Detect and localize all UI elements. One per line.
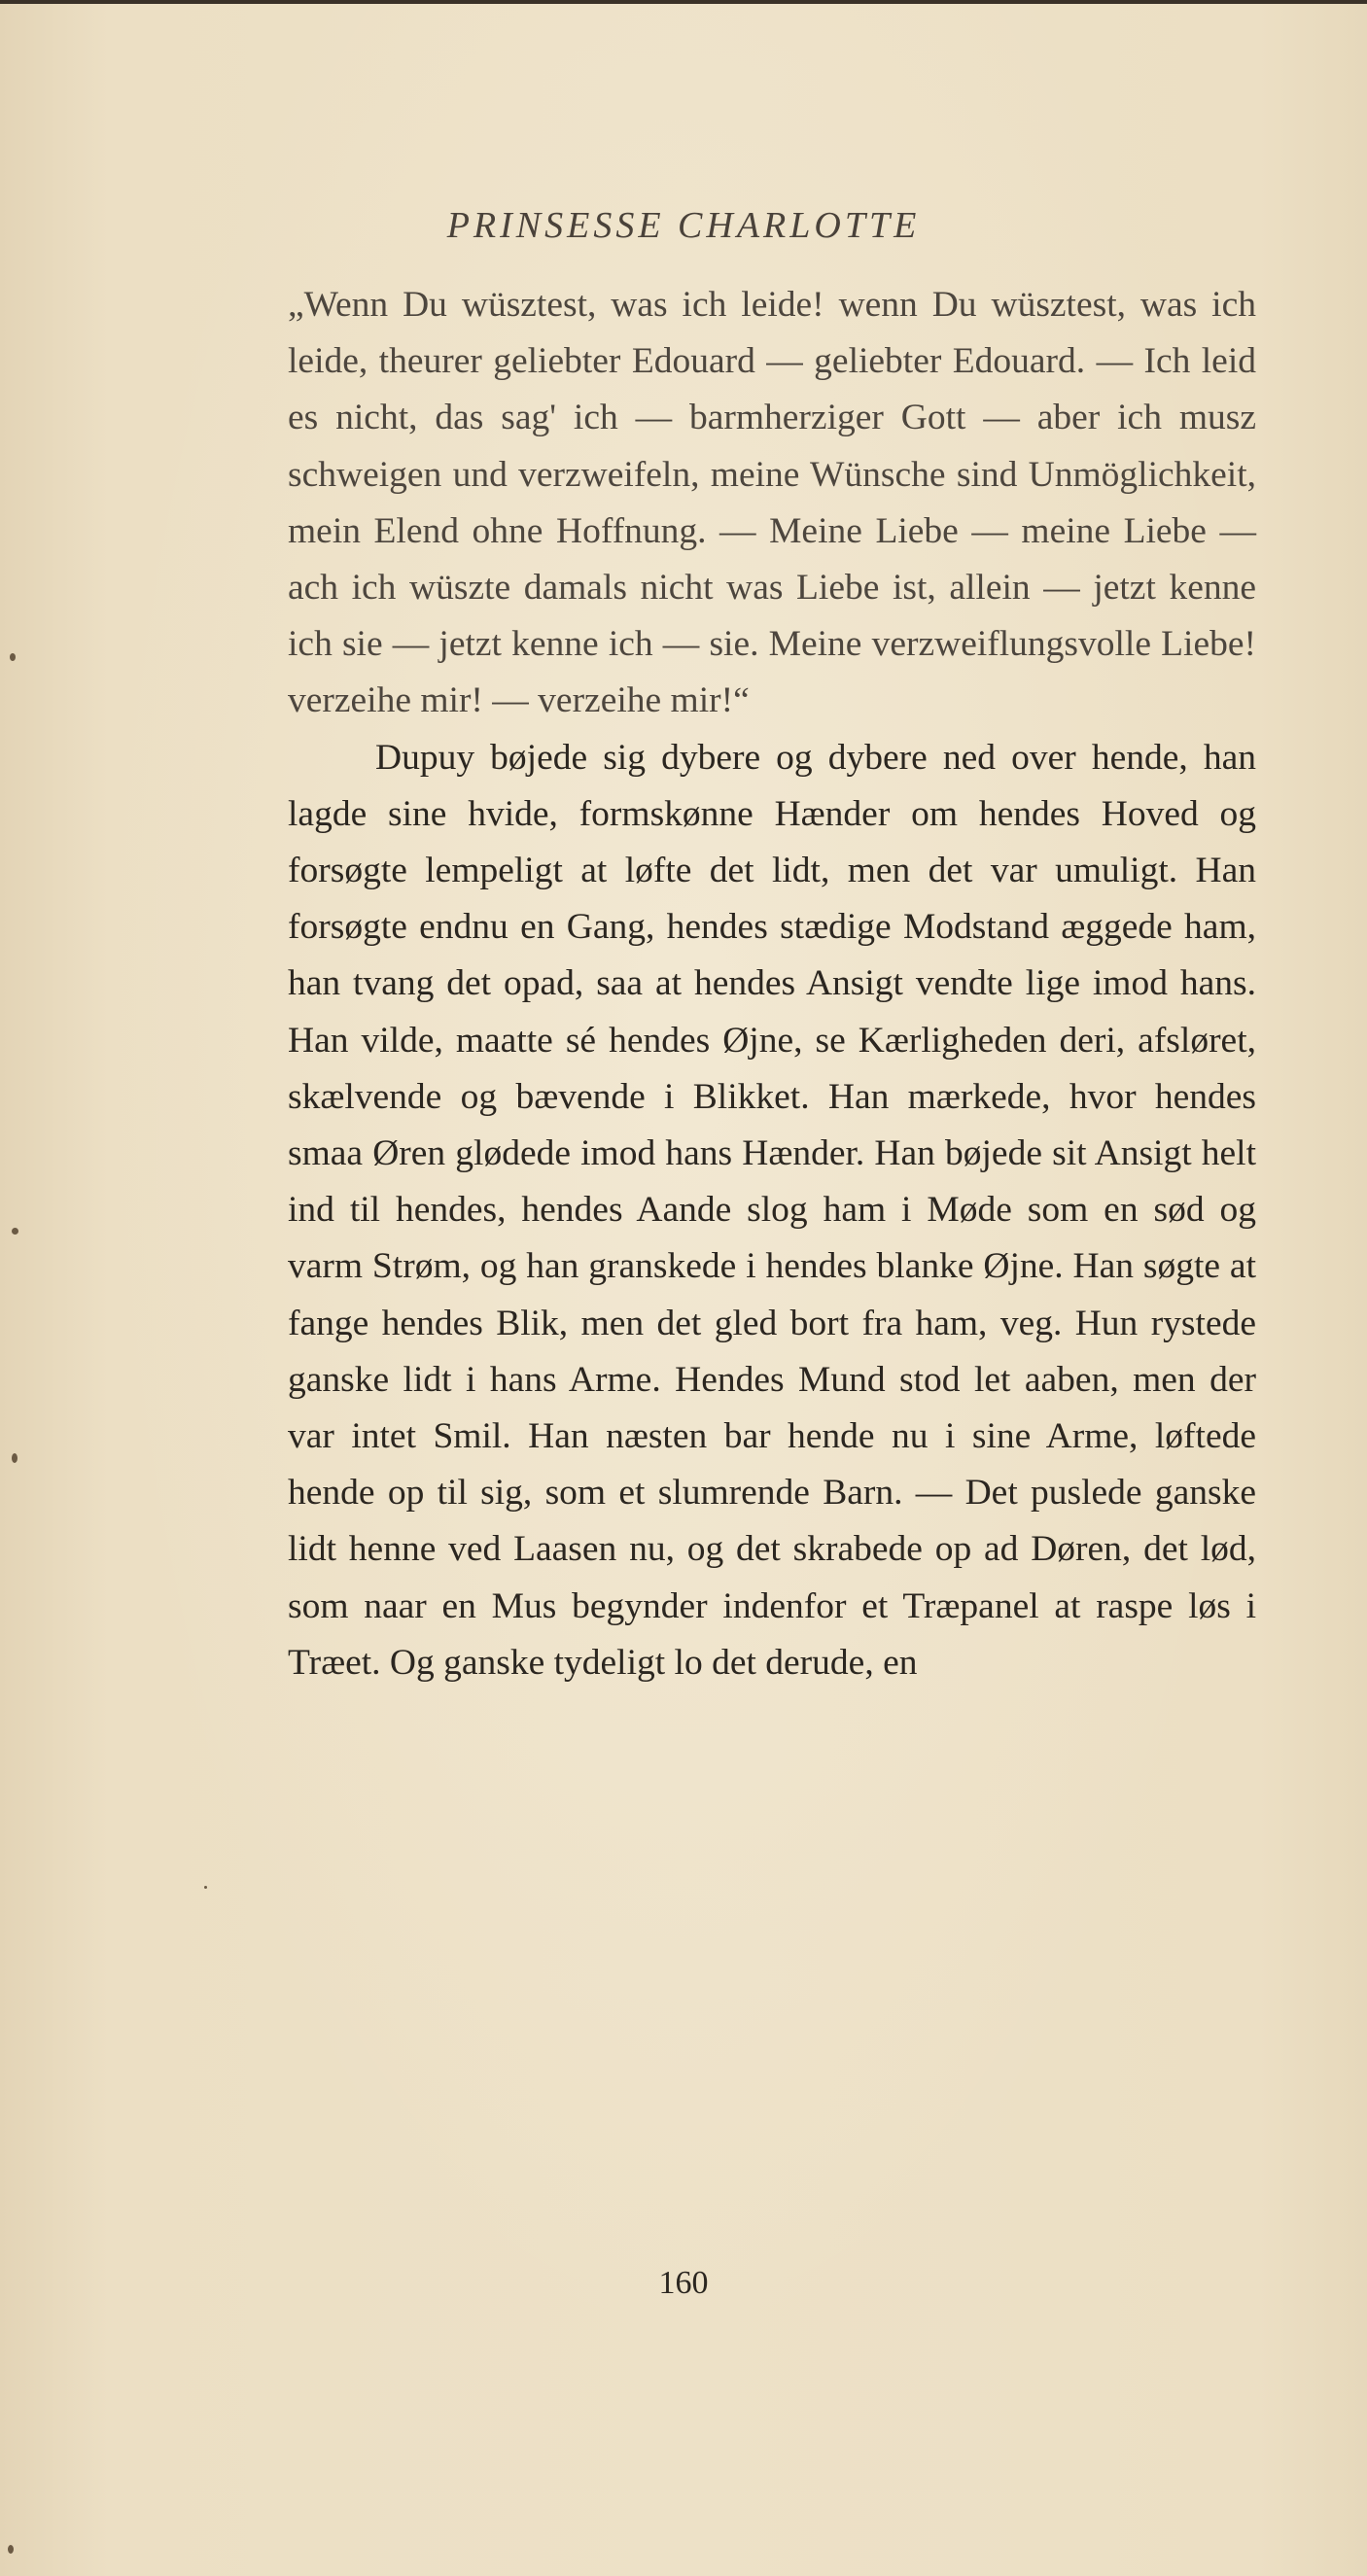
foxing-speck	[204, 1886, 207, 1889]
page-top-edge	[0, 0, 1367, 4]
foxing-speck	[12, 1453, 18, 1463]
foxing-speck	[12, 1228, 18, 1235]
paragraph-german-letter: „Wenn Du wüsztest, was ich leide! wenn Du wüsztest, was ich leide, theurer geliebter Edouard — geliebter Edouard. — Ich leid es nicht, das sag' ich — barmherziger Gott — aber ich musz schweigen und verzweifeln, meine Wünsche sind Unmöglichkeit, mein Elend ohne Hoffnung. — Meine Liebe — meine Liebe — ach ich wüszte damals nicht was Liebe ist, allein — jetzt kenne ich sie — jetzt kenne ich — sie. Meine verzweiflungsvolle Liebe! verzeihe mir! — verzeihe mir!“	[288, 285, 1256, 721]
page-number: 160	[658, 2265, 709, 2301]
foxing-speck	[10, 653, 16, 661]
running-head: PRINSESSE CHARLOTTE	[446, 205, 921, 246]
paragraph-narrative: Dupuy bøjede sig dybere og dybere ned over hende, han lagde sine hvide, formskønne Hænder om hendes Hoved og forsøgte lempeligt at løfte det lidt, men det var umuligt. Han forsøgte endnu en Gang, hendes stædige Modstand æggede ham, han tvang det opad, saa at hendes Ansigt vendte lige imod hans. Han vilde, maatte sé hendes Øjne, se Kærligheden deri, afsløret, skælvende og bævende i Blikket. Han mærkede, hvor hendes smaa Øren glødede imod hans Hænder. Han bøjede sit Ansigt helt ind til hendes, hendes Aande slog ham i Møde som en sød og varm Strøm, og han granskede i hendes blanke Øjne. Han søgte at fange hendes Blik, men det gled bort fra ham, veg. Hun rystede ganske lidt i hans Arme. Hendes Mund stod let aaben, men der var intet Smil. Han næsten bar hende nu i sine Arme, løftede hende op til sig, som et slumrende Barn. — Det puslede ganske lidt henne ved Laasen nu, og det skrabede op ad Døren, det lød, som naar en Mus begynder indenfor et Træpanel at raspe løs i Træet. Og ganske tydeligt lo det derude, en	[288, 737, 1256, 1683]
foxing-speck	[8, 2545, 14, 2554]
body-text	[288, 277, 1256, 1691]
